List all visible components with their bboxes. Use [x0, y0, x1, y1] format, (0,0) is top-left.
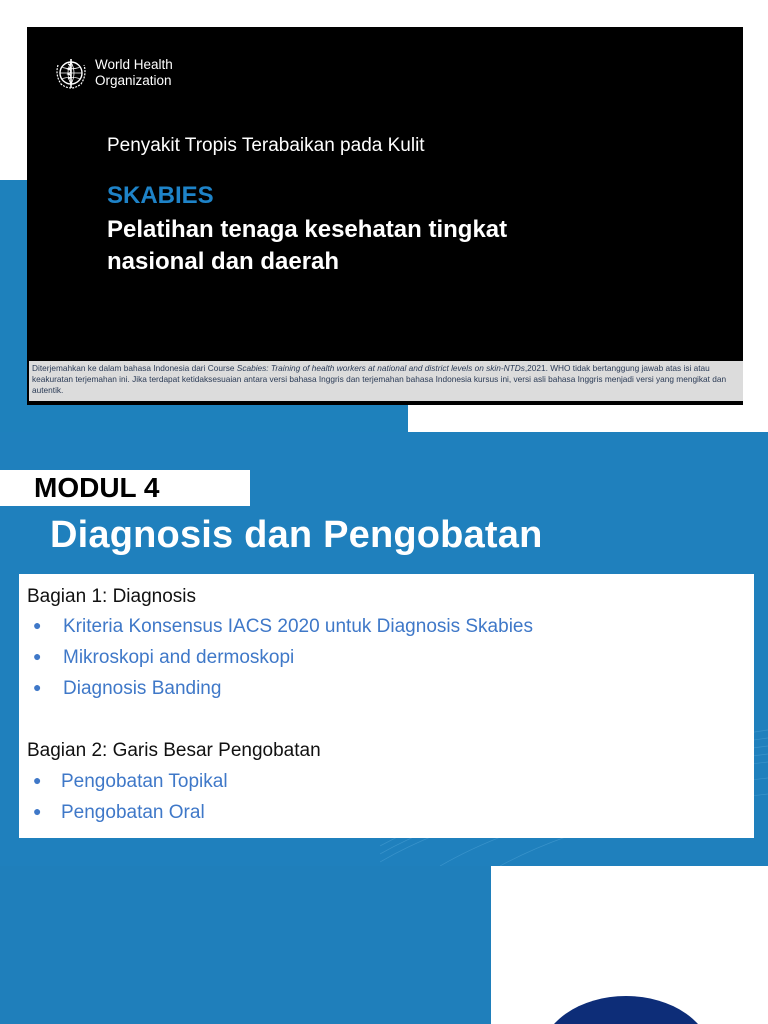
list-item [33, 647, 294, 669]
section-heading-diagnosis: Bagian 1: Diagnosis [27, 586, 196, 607]
list-item [33, 616, 533, 638]
title-slide [27, 27, 743, 405]
translation-disclaimer [29, 361, 743, 401]
module-label: MODUL 4 [34, 472, 160, 503]
list-item-text: Pengobatan Topikal [61, 771, 228, 792]
bullet-icon: ● [33, 617, 42, 633]
disclaimer-text-end: ,2021. WHO tidak bertanggung jawab atas isi atau keakuratan terjemahan ini. Jika terdapat ketidaksesuaian antara versi bahasa Inggris dan terjemahan bahasa Indonesia kursus ini, versi asli bahasa Inggris menjadi versi yang mengikat dan autentik. [32, 363, 727, 395]
slide-title [107, 214, 667, 278]
topic-heading: SKABIES [107, 182, 214, 209]
slide-title-line2: nasional dan daerah [107, 248, 340, 275]
bullet-icon: ● [33, 803, 42, 819]
list-item [33, 802, 205, 824]
background-blue-strip [0, 180, 27, 432]
organization-name-line1: World Health [95, 57, 173, 72]
slide-title-line1: Pelatihan tenaga kesehatan tingkat [107, 216, 508, 243]
list-item-text: Mikroskopi and dermoskopi [63, 647, 295, 668]
module-slide [0, 432, 768, 866]
background-blue-band [0, 404, 408, 432]
section-heading-treatment: Bagian 2: Garis Besar Pengobatan [27, 740, 321, 761]
list-item-text: Diagnosis Banding [63, 678, 222, 699]
list-item [33, 771, 228, 793]
list-item-text: Pengobatan Oral [61, 802, 205, 823]
disclaimer-course-title: Scabies: Training of health workers at national and district levels on skin-NTDs [236, 363, 525, 373]
module-title: Diagnosis dan Pengobatan [50, 514, 543, 556]
who-emblem-icon [53, 55, 89, 91]
decorative-arc-container [491, 866, 768, 1024]
content-box [19, 574, 754, 838]
decorative-arc [541, 996, 711, 1024]
list-item [33, 678, 221, 700]
disclaimer-text-start: Diterjemahkan ke dalam bahasa Indonesia dari Course [32, 363, 237, 373]
background-blue-block [0, 866, 491, 1024]
bullet-icon: ● [33, 772, 42, 788]
organization-name-line2: Organization [95, 73, 172, 88]
slide-subtitle: Penyakit Tropis Terabaikan pada Kulit [107, 135, 425, 156]
bullet-icon: ● [33, 648, 42, 664]
organization-name [95, 57, 173, 89]
list-item-text: Kriteria Konsensus IACS 2020 untuk Diagnosis Skabies [63, 616, 533, 637]
bullet-icon: ● [33, 679, 42, 695]
